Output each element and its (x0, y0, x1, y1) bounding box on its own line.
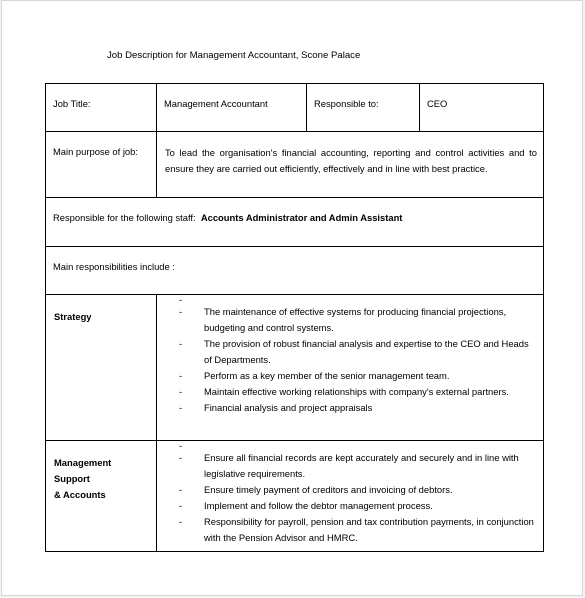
staff-row (46, 198, 544, 247)
list-item (157, 482, 543, 498)
list-item-text: Ensure timely payment of creditors and invoicing of debtors. (204, 484, 453, 495)
purpose-label: Main purpose of job: (53, 146, 138, 157)
empty-dash: - (179, 440, 183, 451)
list-item (157, 304, 543, 336)
job-title-value: Management Accountant (164, 98, 268, 109)
staff-value: Accounts Administrator and Admin Assistant (200, 212, 403, 223)
list-item-text: Ensure all financial records are kept accurately and securely and in line with legislative requirements. (204, 452, 519, 479)
list-item (157, 498, 543, 514)
staff-label: Responsible for the following staff: (53, 212, 196, 223)
list-item-text: The provision of robust financial analysis and expertise to the CEO and Heads of Departments. (204, 338, 529, 365)
purpose-label-cell (46, 132, 157, 198)
job-title-label: Job Title: (53, 98, 91, 109)
job-description-table (45, 83, 544, 552)
list-item-text: Maintain effective working relationships with company's external partners. (204, 386, 509, 397)
dash-mark: - (179, 370, 183, 381)
responsibilities-heading: Main responsibilities include : (53, 261, 175, 272)
staff-line (46, 198, 543, 223)
management-support-label-cell (46, 441, 157, 552)
list-item-text: Implement and follow the debtor management process. (204, 500, 433, 511)
empty-dash: - (179, 294, 183, 305)
strategy-items-cell (157, 295, 544, 441)
dash-mark: - (179, 306, 183, 317)
dash-mark: - (179, 452, 183, 463)
list-item-text: Responsibility for payroll, pension and tax contribution payments, in conjunction with the Pension Advisor and HMRC. (204, 516, 534, 543)
job-title-value-cell (157, 84, 307, 132)
dash-mark: - (179, 402, 183, 413)
purpose-text: To lead the organisation's financial accounting, reporting and control activities and to ensure they are carried out efficiently, effectively and in line with best practice. (165, 147, 537, 174)
job-title-label-cell (46, 84, 157, 132)
responsibilities-heading-row (46, 247, 544, 295)
responsible-to-label: Responsible to: (314, 98, 379, 109)
dash-mark: - (179, 500, 183, 511)
management-support-items-cell (157, 441, 544, 552)
list-item-text: The maintenance of effective systems for producing financial projections, budgeting and control systems. (204, 306, 507, 333)
list-item (157, 368, 543, 384)
strategy-label: Strategy (54, 311, 92, 322)
responsibilities-heading-cell (46, 247, 544, 295)
purpose-text-cell (157, 132, 544, 198)
management-support-list (157, 450, 543, 546)
responsible-to-value-cell (420, 84, 544, 132)
dash-mark: - (179, 338, 183, 349)
strategy-label-cell (46, 295, 157, 441)
management-support-row (46, 441, 544, 552)
list-item (157, 336, 543, 368)
management-support-label-line1: Management Support (54, 457, 112, 484)
strategy-row (46, 295, 544, 441)
list-item-text: Financial analysis and project appraisals (204, 402, 373, 413)
document-page (1, 0, 583, 596)
responsible-to-label-cell (307, 84, 420, 132)
list-item (157, 384, 543, 400)
strategy-list (157, 304, 543, 416)
dash-mark: - (179, 484, 183, 495)
management-support-label-line2: & Accounts (54, 489, 106, 500)
list-item (157, 400, 543, 416)
management-support-label (46, 441, 156, 503)
list-item (157, 514, 543, 546)
dash-mark: - (179, 386, 183, 397)
purpose-row (46, 132, 544, 198)
job-title-row (46, 84, 544, 132)
document-title: Job Description for Management Accountant, Scone Palace (107, 50, 361, 61)
staff-cell (46, 198, 544, 247)
dash-mark: - (179, 516, 183, 527)
responsible-to-value: CEO (427, 98, 448, 109)
list-item (157, 450, 543, 482)
list-item-text: Perform as a key member of the senior management team. (204, 370, 450, 381)
